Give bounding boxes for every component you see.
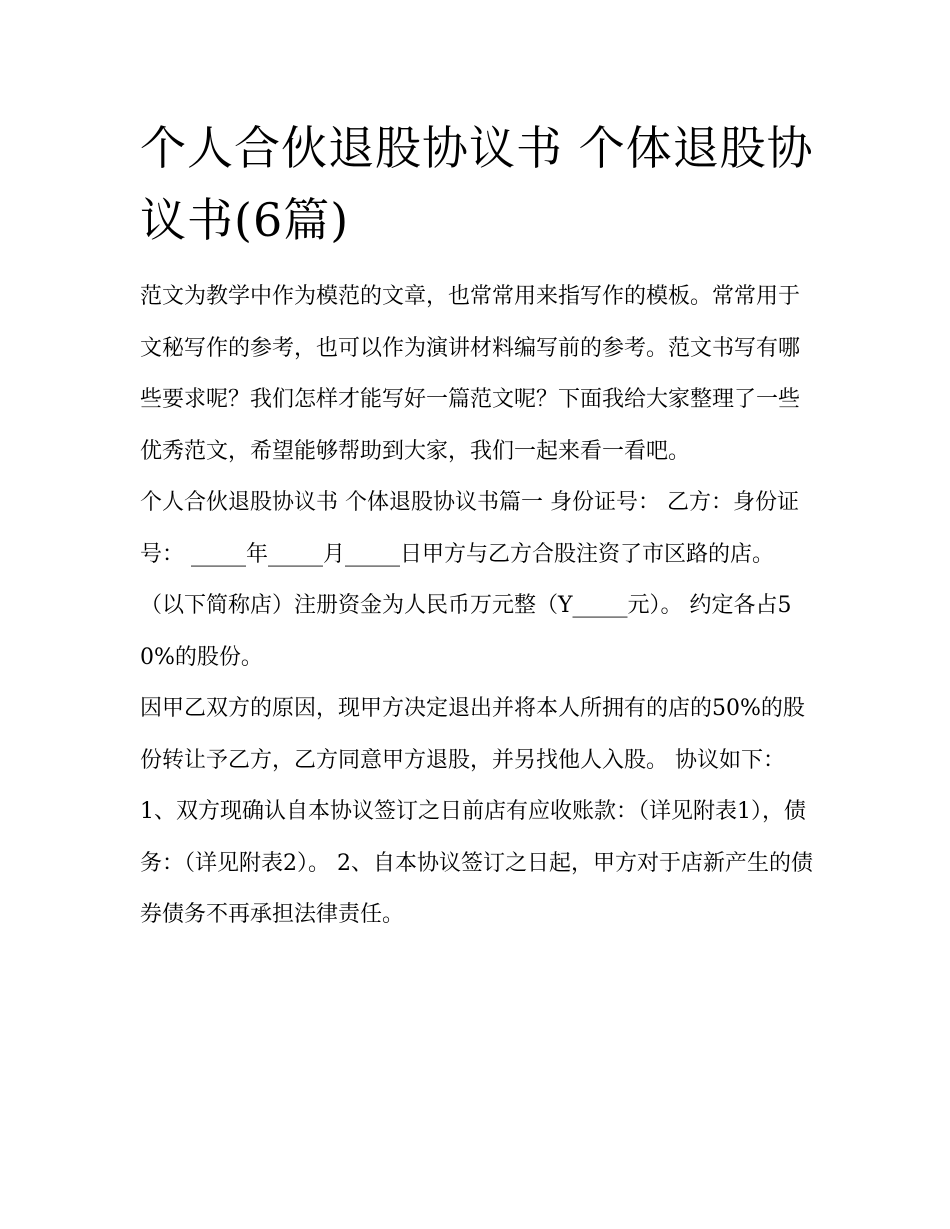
paragraph-withdrawal: 因甲乙双方的原因，现甲方决定退出并将本人所拥有的店的50%的股份转让予乙方，乙方同意甲方退股，并另找他人入股。 协议如下： (140, 696, 805, 773)
paragraph-clauses: 1、双方现确认自本协议签订之日前店有应收账款：（详见附表1），债务：（详见附表2）。 2、自本协议签订之日起，甲方对于店新产生的债券债务不再承担法律责任。 (140, 799, 813, 927)
document-title: 个人合伙退股协议书 个体退股协议书(6篇) (140, 121, 814, 247)
paragraph-intro: 范文为教学中作为模范的文章，也常常用来指写作的模板。常常用于文秘写作的参考，也可以作为演讲材料编写前的参考。范文书写有哪些要求呢？我们怎样才能写好一篇范文呢？下面我给大家整理了一些优秀范文，希望能够帮助到大家，我们一起来看一看吧。 (140, 284, 801, 464)
paragraph-capital: （以下简称店）注册资金为人民币万元整（Y_____元）。 约定各占50%的股份。 (140, 593, 792, 670)
document-body (140, 112, 820, 941)
paragraph-parties: 个人合伙退股协议书 个体退股协议书篇一 身份证号： 乙方：身份证号： _____年_____月_____日甲方与乙方合股注资了市区路的店。 (140, 490, 799, 567)
